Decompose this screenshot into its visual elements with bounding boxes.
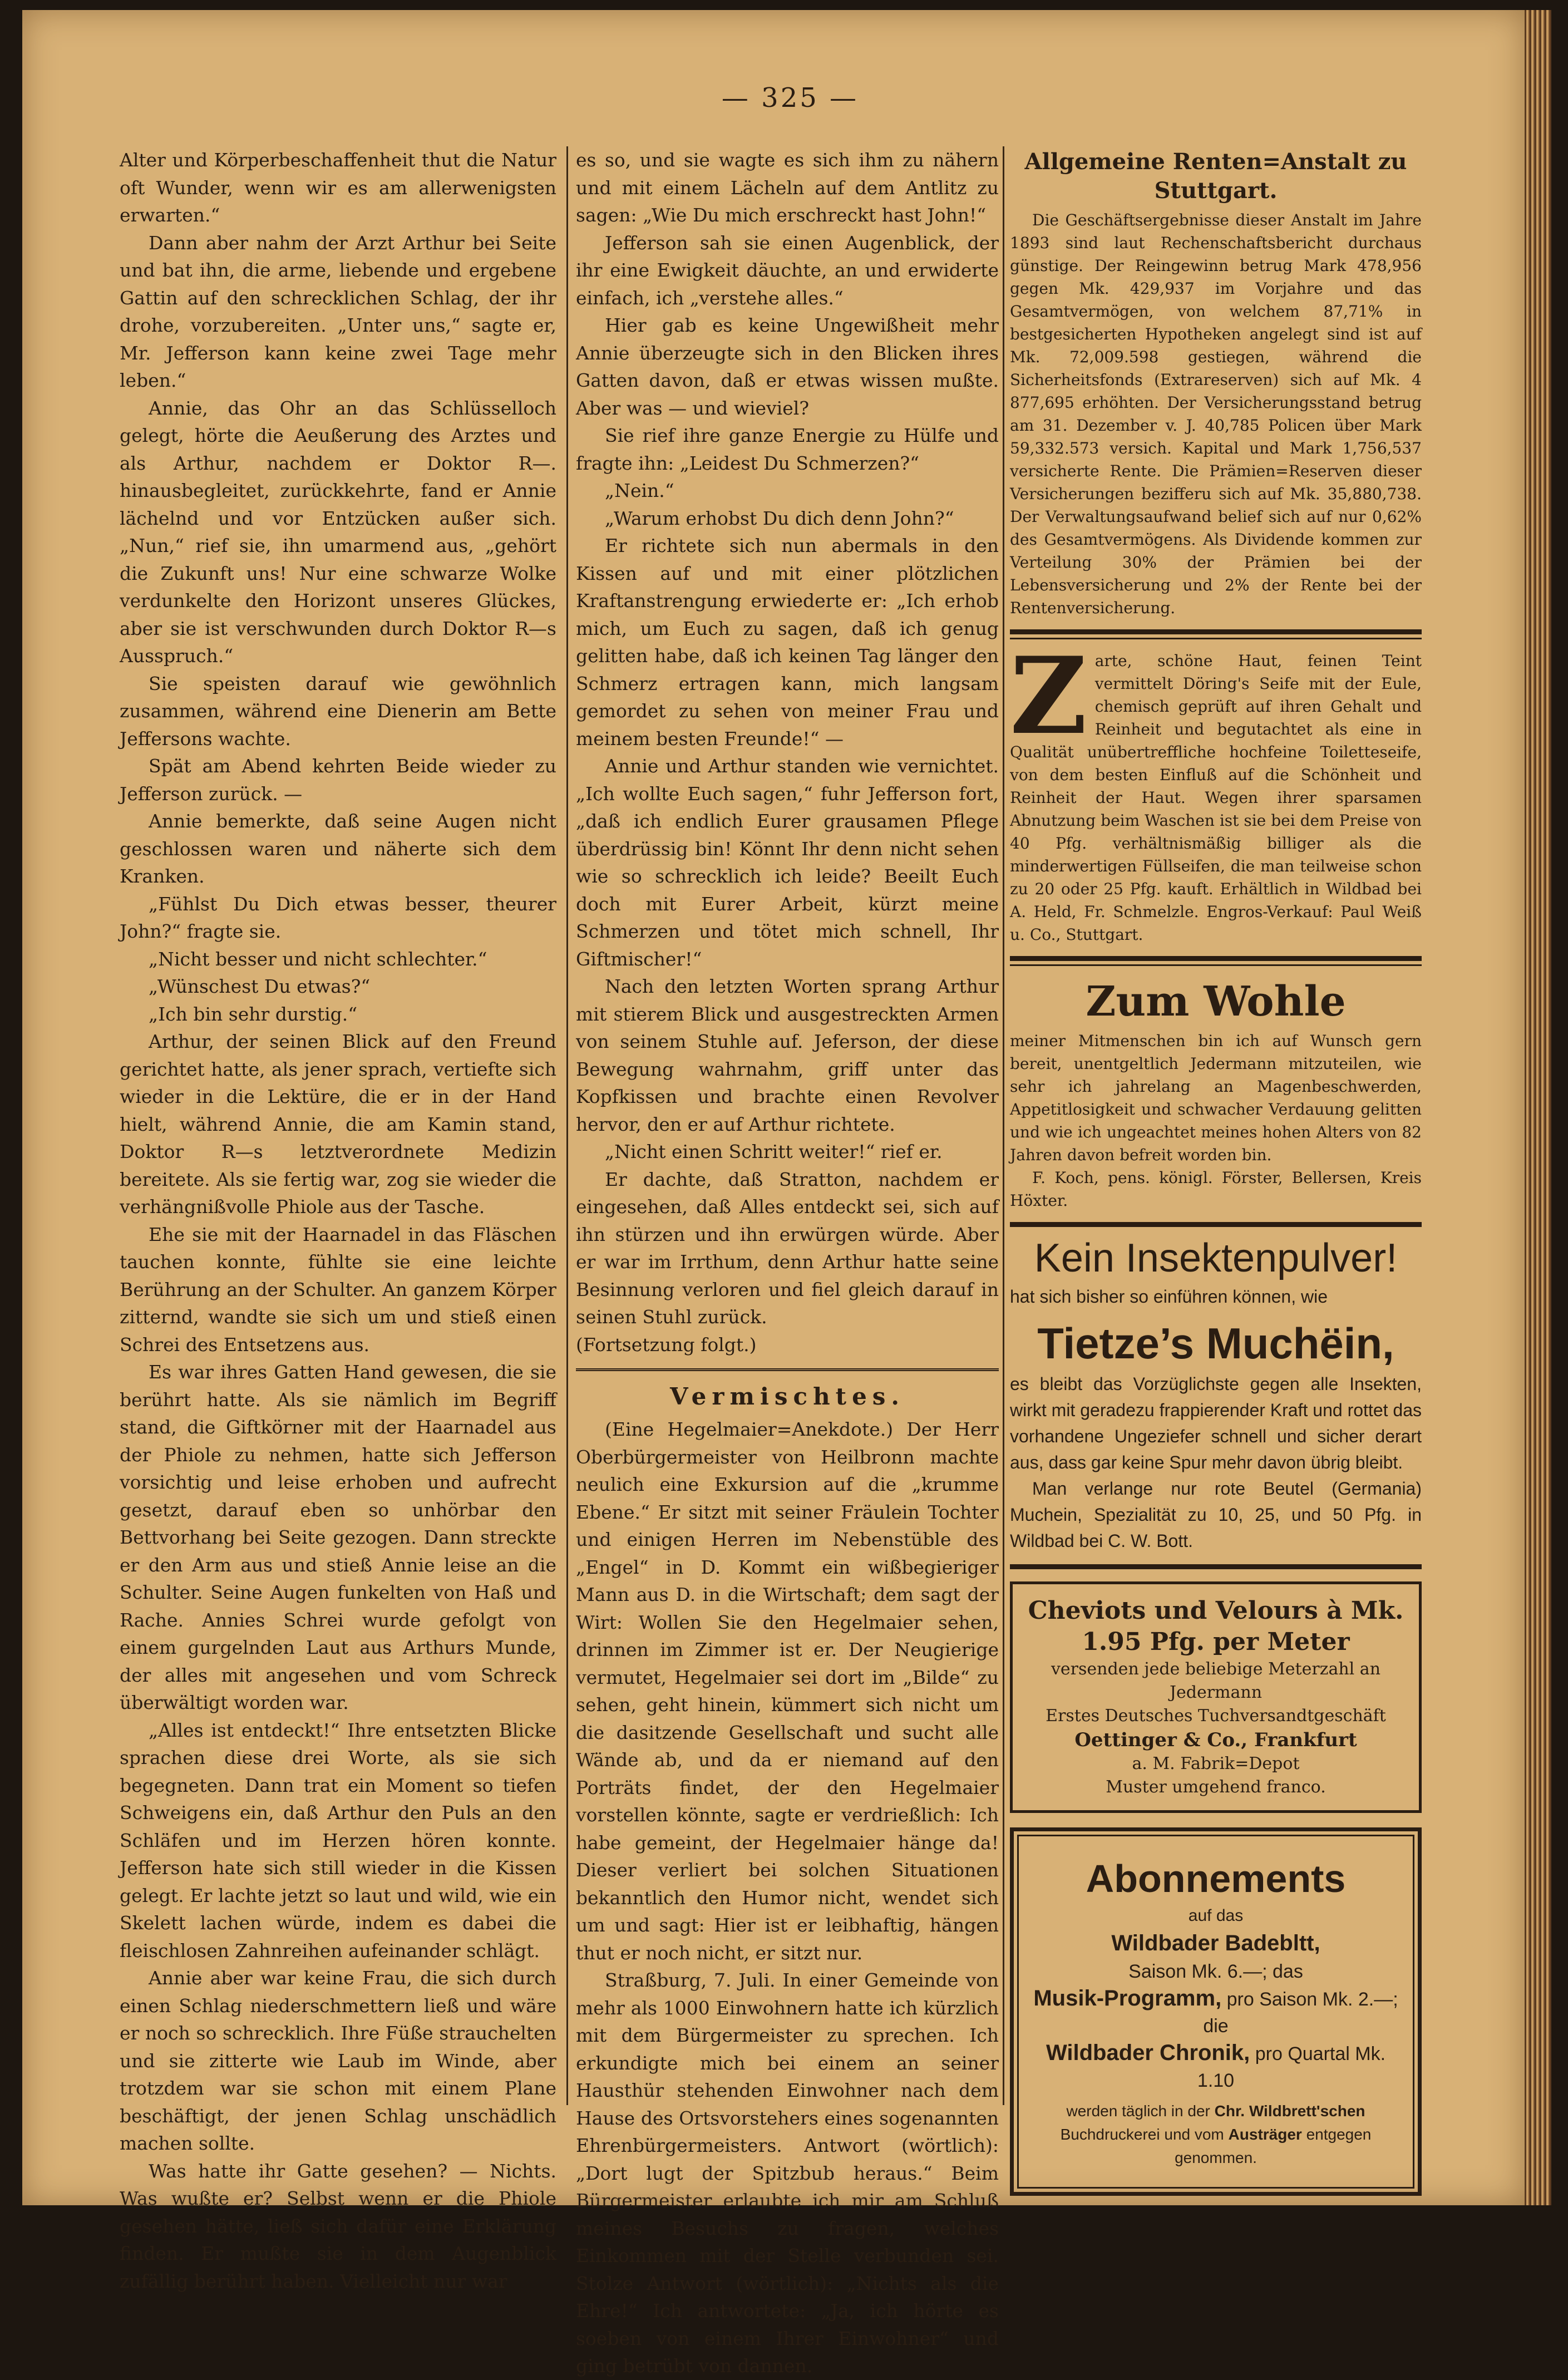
ad-abo-line: Saison Mk. 6.—; das — [1128, 1961, 1303, 1982]
paragraph: Er richtete sich nun abermals in den Kissen auf und mit einer plötzlichen Kraftanstrengung erwiederte er: „Ich erhob mich, um Euch zu sagen, daß ich genug gelitten habe, daß ich keinen Tag länger den Schmerz ertragen kann, mich langsam gemordet zu sehen von meiner Frau und meinem besten Freunde!“ — — [576, 535, 999, 750]
ad-abo-line: pro Saison Mk. 2.—; die — [1203, 1989, 1398, 2037]
ad-cheviots-title: Cheviots und Velours à Mk. — [1028, 1596, 1404, 1625]
paragraph: „Nicht einen Schritt weiter!“ rief er. — [605, 1141, 943, 1162]
ad-cheviots-line: Erstes Deutsches Tuchversandtgeschäft — [1046, 1706, 1386, 1726]
column-ads — [1010, 146, 1422, 2166]
newspaper-page — [22, 10, 1525, 2377]
ad-insektenpulver — [1010, 1233, 1422, 1554]
ad-renten-anstalt — [1010, 147, 1422, 619]
section-title: Vermischtes. — [669, 1383, 905, 1410]
paragraph: „Alles ist entdeckt!“ Ihre entsetzten Blicke sprachen diese drei Worte, als sie sich begegneten. Dann trat ein Moment so tiefen Schweigens ein, daß Arthur den Puls an den Schläfen und im Herzen hören konnte. Jefferson hate sich still wieder in die Kissen gelegt. Er lachte jetzt so laut und wild, wie ein Skelett lachen würde, indem es dabei die fleischlosen Zahnreihen aufeinander schlägt. — [120, 1719, 556, 1962]
ad-abo-badeblatt: Wildbader Badebltt, — [1111, 1931, 1320, 1955]
column-story-left — [120, 146, 556, 2292]
paragraph: Er dachte, daß Stratton, nachdem er eingesehen, daß Alles entdeckt sei, sich auf ihn stürzen und ihn erwürgen würde. Aber er war im Irrthum, denn Arthur hatte seine Besinnung verloren und fiel gleich darauf in seinen Stuhl zurück. — [576, 1168, 999, 1328]
paragraph: „Nein.“ — [605, 480, 674, 501]
paragraph: Jefferson sah sie einen Augenblick, der ihr eine Ewigkeit däuchte, an und erwiderte einfach, ich „verstehe alles.“ — [576, 231, 999, 309]
ad-abo-line: auf das — [1188, 1906, 1244, 1925]
ad-abonnements — [1010, 1827, 1422, 2196]
ad-seife-body: arte, schöne Haut, feinen Teint vermittelt Döring's Seife mit der Eule, chemisch geprüft auf ihren Gehalt und Reinheit und begutachtet als eine in Qualität unübertreffliche hochfeine Toiletteseife, von dem besten Einfluß auf die Schönheit und Reinheit der Haut. Wegen ihrer sparsamen Abnutzung beim Waschen ist sie bei dem Preise von 40 Pfg. verhältnismäßig billiger als die minderwertigen Füllseifen, die man teilweise schon zu 20 oder 25 Pfg. kauft. Erhältlich in Wildbad bei A. Held, Fr. Schmelzle. Engros-Verkauf: Paul Weiß u. Co., Stuttgart. — [1010, 652, 1422, 944]
ad-cheviots-line: Jedermann — [1169, 1683, 1263, 1702]
ad-abo-footer — [1033, 2100, 1399, 2170]
paragraph: Arthur, der seinen Blick auf den Freund gerichtet hatte, als jener sprach, vertiefte sich wieder in die Lektüre, die er in der Hand hielt, während Annie, die am Kamin stand, Doktor R—s letztverordnete Medizin bereitete. Als sie fertig war, zog sie wieder die verhängnißvolle Phiole aus der Tasche. — [120, 1031, 556, 1218]
paragraph: Annie und Arthur standen wie vernichtet. „Ich wollte Euch sagen,“ fuhr Jefferson fort, „daß ich endlich Eurer grausamen Pflege überdrüssig bin! Könnt Ihr denn nicht sehen wie so schrecklich ich leide? Beeilt Euch doch mit Eurer Arbeit, kürzt meine Schmerzen und tötet mich schnell, Ihr Giftmischer!“ — [576, 755, 999, 970]
ad-renten-title: Allgemeine Renten=Anstalt zu Stuttgart. — [1024, 149, 1407, 204]
ad-doering-seife — [1010, 634, 1422, 946]
ad-wohle-body: meiner Mitmenschen bin ich auf Wunsch gern bereit, unentgeltlich Jedermann mitzuteilen, wie sehr ich jahrelang an Magenbeschwerden, Appetitlosigkeit und schwacher Verdauung gelitten und wie ich ungeachtet meines hohen Alters von 82 Jahren davon befreit worden bin. — [1010, 1032, 1422, 1164]
ad-divider — [1010, 1564, 1422, 1569]
ad-insekten-intro: hat sich bisher so einführen können, wie — [1010, 1287, 1328, 1307]
paragraph: Es war ihres Gatten Hand gewesen, die sie berührt hatte. Als sie nämlich im Begriff stand, die Giftkörner mit der Haarnadel aus der Phiole zu nehmen, hatte sich Jefferson vorsichtig und leise erhoben und aufrecht gesetzt, darauf eben so unhörbar den Bettvorhang bei Seite gezogen. Dann streckte er den Arm aus und stieß Annie leise an die Schulter. Seine Augen funkelten von Haß und Rache. Annies Schrei wurde gefolgt von einem gurgelnden Laut aus Arthurs Munde, der alles mit angesehen und vom Schreck überwältigt worden war. — [120, 1361, 556, 1713]
paragraph: Annie bemerkte, daß seine Augen nicht geschlossen waren und näherte sich dem Kranken. — [120, 810, 556, 887]
ad-divider — [1010, 956, 1422, 961]
ad-insekten-body2: Man verlange nur rote Beutel (Germania) Muchein, Spezialität zu 10, 25, und 50 Pfg. in Wildbad bei C. W. Bott. — [1010, 1479, 1422, 1551]
ad-abo-line: werden täglich in der — [1066, 2102, 1210, 2120]
paragraph: Annie aber war keine Frau, die sich durch einen Schlag niederschmettern ließ und wäre er noch so schrecklich. Ihre Füße strauchelten und sie zitterte wie Laub im Winde, aber trotzdem war sie schon mit einem Plane beschäftigt, der jenen Schlag unschädlich machen sollte. — [120, 1967, 556, 2154]
paragraph: Sie speisten darauf wie gewöhnlich zusammen, während eine Dienerin am Bette Jeffersons wachte. — [120, 672, 556, 750]
ad-cheviots-line: Muster umgehend franco. — [1106, 1777, 1326, 1797]
ad-abo-chronik-label: Wildbader Chronik, — [1046, 2041, 1250, 2065]
paragraph: Was hatte ihr Gatte gesehen? — Nichts. Was wußte er? Selbst wenn er die Phiole gesehen hätte, ließ sich dafür eine Erklärung finden. Er mußte sie in dem Augenblick zufällig berührt haben. Vielleicht nur war — [120, 2160, 556, 2292]
ad-insekten-product: Tietze’s Muchëin, — [1037, 1319, 1394, 1368]
ad-abo-title: Abonnements — [1086, 1857, 1346, 1900]
ad-seife-initial: Z — [1010, 634, 1087, 758]
paragraph: (Eine Hegelmaier=Anekdote.) Der Herr Oberbürgermeister von Heilbronn machte neulich eine Exkursion auf die „krumme Ebene.“ Er sitzt mit seiner Fräulein Tochter und einigen Herren im Nebenstüble des „Engel“ in D. Kommt ein wißbegieriger Mann aus D. in die Wirtschaft; dem sagt der Wirt: Wollen Sie den Hegelmaier sehen, drinnen im Zimmer ist er. Der Neugierige vermutet, Hegelmaier sei dort im „Bilde“ zu sehen, geht hinein, kümmert sich nicht um die dasitzende Gesellschaft und sucht alle Wände ab, und da er niemand auf den Porträts findet, der den Hegelmaier vorstellen könnte, sagte er verdrießlich: Ich habe gemeint, der Hegelmaier hänge da! Dieser verliert bei solchen Situationen bekanntlich den Humor nicht, wendet sich um und sagt: Hier ist er leibhaftig, hängen thut er noch nicht, er sitzt nur. — [576, 1418, 999, 1964]
ad-cheviots-company: Oettinger & Co., Frankfurt — [1074, 1729, 1357, 1751]
ad-abo-austraeger: Austräger — [1228, 2126, 1302, 2143]
ad-divider — [1010, 964, 1422, 966]
ad-abo-chronik — [1033, 2039, 1399, 2094]
paragraph: Nach den letzten Worten sprang Arthur mit stierem Blick und ausgestreckten Armen von seinem Stuhle auf. Jeferson, der diese Bewegung wahrnahm, griff unter das Kopfkissen und brachte einen Revolver hervor, den er auf Arthur richtete. — [576, 975, 999, 1135]
paragraph: Ehe sie mit der Haarnadel in das Fläschen tauchen konnte, fühlte sie eine leichte Berührung an der Schulter. An ganzem Körper zitternd, wandte sie sich um und stieß einen Schrei des Entsetzens aus. — [120, 1223, 556, 1356]
paragraph: Alter und Körperbeschaffenheit thut die Natur oft Wunder, wenn wir es am allerwenigsten erwarten.“ — [120, 149, 556, 226]
column-story-middle — [576, 146, 999, 2377]
ad-cheviots-price: 1.95 Pfg. per Meter — [1082, 1628, 1350, 1656]
ad-cheviots-line: versenden jede beliebige Meterzahl an — [1051, 1659, 1381, 1679]
paragraph: Spät am Abend kehrten Beide wieder zu Jefferson zurück. — — [120, 755, 556, 805]
ad-insekten-body: es bleibt das Vorzüglichste gegen alle Insekten, wirkt mit geradezu frappierender Kraft und rottet das vorhandene Ungeziefer schnell und sicher derart aus, dass gar keine Spur mehr davon übrig bleibt. — [1010, 1374, 1422, 1472]
ad-wohle-signature: F. Koch, pens. königl. Förster, Bellersen, Kreis Höxter. — [1010, 1169, 1422, 1210]
ad-wohle-title: Zum Wohle — [1086, 978, 1346, 1026]
paragraph: Dann aber nahm der Arzt Arthur bei Seite und bat ihn, die arme, liebende und ergebene Gattin auf den schrecklichen Schlag, der ihr drohe, vorzubereiten. „Unter uns,“ sagte er, Mr. Jefferson kann keine zwei Tage mehr leben.“ — [120, 231, 556, 391]
paragraph: es so, und sie wagte es sich ihm zu nähern und mit einem Lächeln auf dem Antlitz zu sagen: „Wie Du mich erschreckt hast John!“ — [576, 149, 999, 226]
column-rule — [566, 146, 568, 2105]
ad-abo-printer: Chr. Wildbrett'schen — [1210, 2102, 1365, 2120]
paragraph: „Nicht besser und nicht schlechter.“ — [149, 948, 487, 970]
continuation-note: (Fortsetzung folgt.) — [576, 1333, 757, 1356]
paragraph: Sie rief ihre ganze Energie zu Hülfe und fragte ihn: „Leidest Du Schmerzen?“ — [576, 425, 999, 474]
ad-abo-line: pro Quartal Mk. 1.10 — [1197, 2043, 1386, 2091]
ad-insekten-title: Kein Insektenpulver! — [1034, 1236, 1398, 1280]
ad-abo-line: entgegen genommen. — [1175, 2126, 1372, 2166]
paragraph: „Fühlst Du Dich etwas besser, theurer John?“ fragte sie. — [120, 893, 556, 942]
paragraph: „Ich bin sehr durstig.“ — [149, 1003, 358, 1025]
paragraph: „Wünschest Du etwas?“ — [149, 975, 371, 997]
ad-cheviots-line: a. M. Fabrik=Depot — [1132, 1754, 1300, 1773]
ad-abo-musik — [1033, 1985, 1399, 2039]
paragraph: Hier gab es keine Ungewißheit mehr Annie überzeugte sich in den Blicken ihres Gatten davon, daß er etwas wissen mußte. Aber was — und wieviel? — [576, 314, 999, 419]
book-edge — [1525, 10, 1551, 2205]
section-divider — [576, 1368, 999, 1371]
paragraph: Straßburg, 7. Juli. In einer Gemeinde von mehr als 1000 Einwohnern hatte ich kürzlich mit dem Bürgermeister zu sprechen. Ich erkundigte mich bei einem an seiner Hausthür stehenden Einwohner nach dem Hause des Ortsvorstehers eines sogenannten Ehrenbürgermeisters. Antwort (wörtlich): „Dort lugt der Spitzbub heraus.“ Beim Bürgermeister erlaubte ich mir am Schluß meines Besuchs zu fragen, welches Einkommen mit der Stelle verbunden sei. Stolze Antwort (wörtlich): „Nichts als die Ehre!“ Ich antwortete: „Ja, ich hörte es soeben von einem Ihrer Einwohner“ und ging betrübt von dannen. — [576, 1969, 999, 2377]
ad-abo-musik-label: Musik-Programm, — [1033, 1986, 1222, 2011]
paragraph: Annie, das Ohr an das Schlüsselloch gelegt, hörte die Aeußerung des Arztes und als Arthur, nachdem er Doktor R—. hinausbegleitet, zurückkehrte, fand er Annie lächelnd und vor Entzücken außer sich. „Nun,“ rief sie, ihn umarmend aus, „gehört die Zukunft uns! Nur eine schwarze Wolke verdunkelte den Horizont unseres Glückes, aber sie ist verschwunden durch Doktor R—s Ausspruch.“ — [120, 397, 556, 667]
page-number: — 325 — — [721, 82, 859, 114]
ad-renten-body: Die Geschäftsergebnisse dieser Anstalt im Jahre 1893 sind laut Rechenschaftsbericht durchaus günstige. Der Reingewinn betrug Mark 478,956 gegen Mk. 429,937 im Vorjahre und das Gesamtvermögen, von welchem 87,71% in bestgesicherten Hypotheken angelegt sind ist auf Mk. 72,009.598 gestiegen, während die Sicherheitsfonds (Extrareserven) sich auf Mk. 4 877,695 erhöhten. Der Versicherungsstand betrug am 31. Dezember v. J. 40,785 Policen über Mark 59,332.573 versich. Kapital und Mark 1,756,537 versicherte Rente. Die Prämien=Reserven dieser Versicherungen bezifferu sich auf Mk. 35,880,738. Der Verwaltungsaufwand belief sich auf nur 0,62% des Gesamtvermögens. Als Dividende kommen zur Verteilung 30% der Prämien bei der Lebensversicherung und 2% der Rente bei der Rentenversicherung. — [1010, 211, 1422, 617]
ad-abo-line: Buchdruckerei und vom — [1060, 2126, 1224, 2143]
column-rule — [1003, 146, 1004, 2105]
ad-zum-wohle — [1010, 976, 1422, 1212]
paragraph: „Warum erhobst Du dich denn John?“ — [605, 507, 954, 529]
ad-divider — [1010, 1222, 1422, 1227]
ad-cheviots — [1010, 1581, 1422, 1813]
